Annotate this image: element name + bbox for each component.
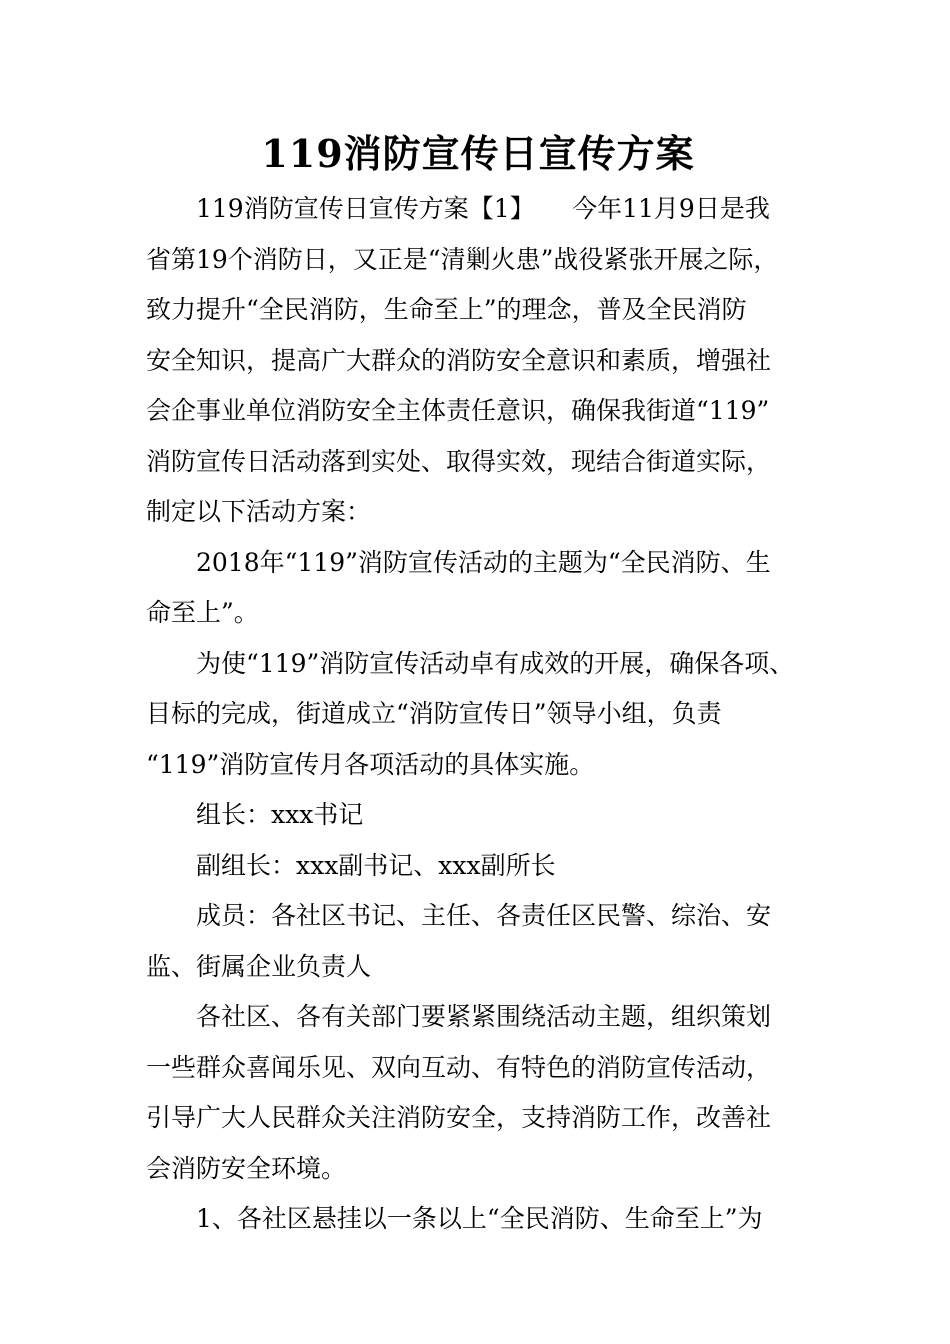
document-title: 119消防宣传日宣传方案 (261, 131, 695, 176)
paragraph (146, 891, 810, 992)
paragraph (146, 538, 810, 639)
text-line: 成员：各社区书记、主任、各责任区民警、综治、安 (196, 901, 772, 930)
text-line: 副组长：xxx副书记、xxx副所长 (196, 850, 556, 880)
text-line: 会企事业单位消防安全主体责任意识，确保我街道“119” (146, 396, 770, 425)
text-line: 119消防宣传日宣传方案【1】 今年11月9日是我 (196, 194, 770, 223)
text-line: 命至上”。 (146, 598, 259, 627)
paragraph (146, 184, 810, 538)
text-line: 各社区、各有关部门要紧紧围绕活动主题，组织策划 (196, 1002, 772, 1031)
text-line: 制定以下活动方案： (146, 497, 372, 526)
text-line: 1、各社区悬挂以一条以上“全民消防、生命至上”为 (196, 1204, 763, 1233)
text-line: 会消防安全环境。 (146, 1153, 347, 1183)
paragraph (146, 790, 810, 841)
text-line: 安全知识，提高广大群众的消防安全意识和素质，增强社 (146, 345, 772, 375)
paragraph (146, 639, 810, 791)
text-line: 引导广大人民群众关注消防安全，支持消防工作，改善社 (146, 1103, 772, 1132)
text-line: 目标的完成，街道成立“消防宣传日”领导小组，负责 (146, 699, 722, 728)
paragraph (146, 1194, 810, 1245)
text-line: 2018年“119”消防宣传活动的主题为“全民消防、生 (196, 547, 771, 577)
document-page (146, 128, 810, 1245)
paragraph (146, 841, 810, 892)
text-line: 组长：xxx书记 (196, 800, 364, 829)
text-line: 监、街属企业负责人 (146, 951, 372, 981)
paragraph (146, 992, 810, 1194)
text-line: 省第19个消防日，又正是“清剿火患”战役紧张开展之际， (146, 244, 779, 274)
text-line: 一些群众喜闻乐见、双向互动、有特色的消防宣传活动， (146, 1052, 772, 1082)
document-body (146, 184, 810, 1245)
text-line: 为使“119”消防宣传活动卓有成效的开展，确保各项、 (196, 648, 795, 678)
text-line: 消防宣传日活动落到实处、取得实效，现结合街道实际， (146, 446, 772, 476)
text-line: “119”消防宣传月各项活动的具体实施。 (146, 749, 595, 779)
text-line: 致力提升“全民消防，生命至上”的理念，普及全民消防 (146, 295, 747, 324)
